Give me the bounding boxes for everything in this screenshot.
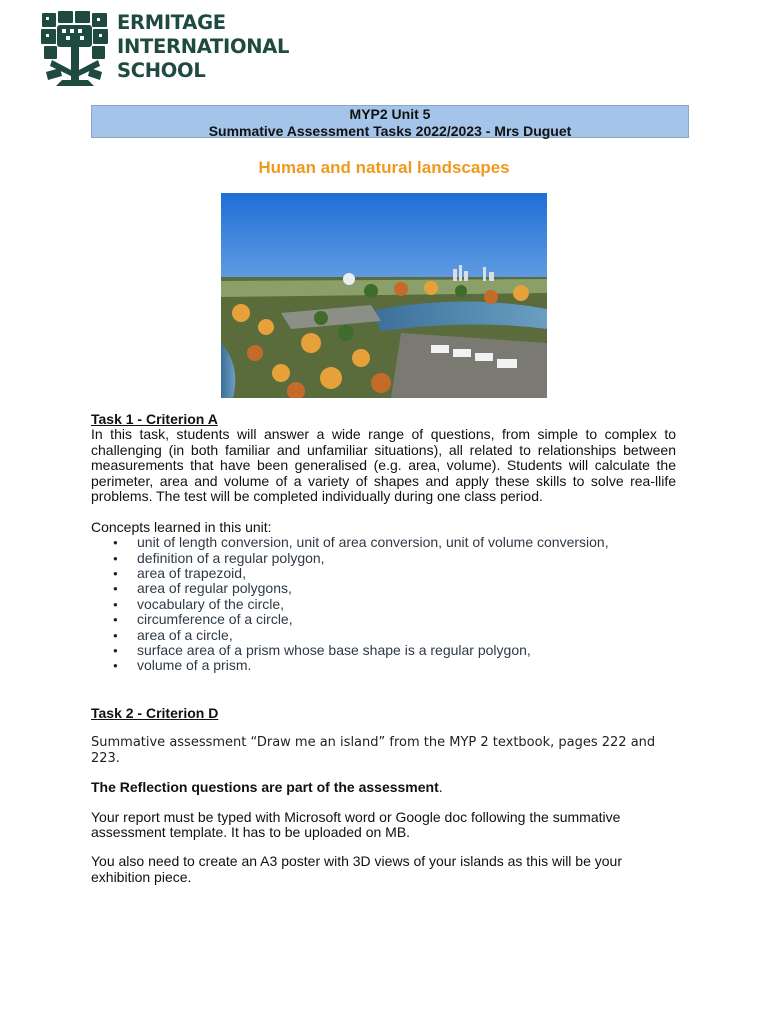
concepts-intro: Concepts learned in this unit: [91, 518, 272, 535]
task1-paragraph: In this task, students will answer a wide range of questions, from simple to complex to challenging (in both familiar and unfamiliar situations), all related to relationships between measurements that have been generalised (e.g. area, volume). Students will calculate the perimeter, area and volume of a variety of shapes and apply these skills to solve rea-llife problems. The test will be completed individually during one class period. [91, 426, 676, 505]
document-body [91, 412, 676, 885]
spacer [91, 766, 676, 780]
reflection-bold: The Reflection questions are part of the assessment [91, 779, 439, 796]
task1-heading: Task 1 - Criterion A [91, 411, 218, 427]
task2-heading: Task 2 - Criterion D [91, 704, 219, 721]
assessment-title: Summative Assessment Tasks 2022/2023 - Mrs Duguet [208, 123, 572, 139]
reflection-note [91, 780, 676, 795]
poster-instructions: You also need to create an A3 poster with 3D views of your islands as this will be your exhibition piece. [91, 853, 622, 885]
school-logo [40, 10, 290, 88]
spacer [91, 504, 676, 519]
spacer [91, 721, 676, 735]
list-item: ● vocabulary of the circle, [91, 597, 676, 612]
task2-summary: Summative assessment “Draw me an island” from the MYP 2 textbook, pages 222 and 223. [91, 735, 656, 766]
report-instructions: Your report must be typed with Microsoft word or Google doc following the summative assessment template. It has to be uploaded on MB. [91, 808, 621, 840]
list-item: ● definition of a regular polygon, [91, 551, 676, 566]
list-item: ● area of a circle, [91, 628, 676, 643]
reflection-end: . [438, 779, 443, 796]
concepts-list [91, 535, 676, 674]
spacer [91, 840, 676, 854]
school-name-line1: ERMITAGE [117, 11, 226, 34]
list-item: ● circumference of a circle, [91, 612, 676, 627]
unit-header [91, 105, 689, 138]
spacer [91, 674, 676, 706]
school-name-line2: INTERNATIONAL [117, 35, 290, 58]
list-item: ● volume of a prism. [91, 658, 676, 673]
list-item: ● area of trapezoid, [91, 566, 676, 581]
spacer [91, 796, 676, 810]
list-item: ● surface area of a prism whose base shape is a regular polygon, [91, 643, 676, 658]
list-item: ● unit of length conversion, unit of area conversion, unit of volume conversion, [91, 535, 676, 550]
unit-title: MYP2 Unit 5 [349, 106, 431, 122]
school-name [117, 11, 289, 83]
school-name-line3: SCHOOL [117, 59, 206, 82]
list-item: ● area of regular polygons, [91, 581, 676, 596]
page-title: Human and natural landscapes [258, 158, 510, 177]
landscape-photo [221, 193, 547, 398]
tree-logo-icon [40, 10, 110, 86]
